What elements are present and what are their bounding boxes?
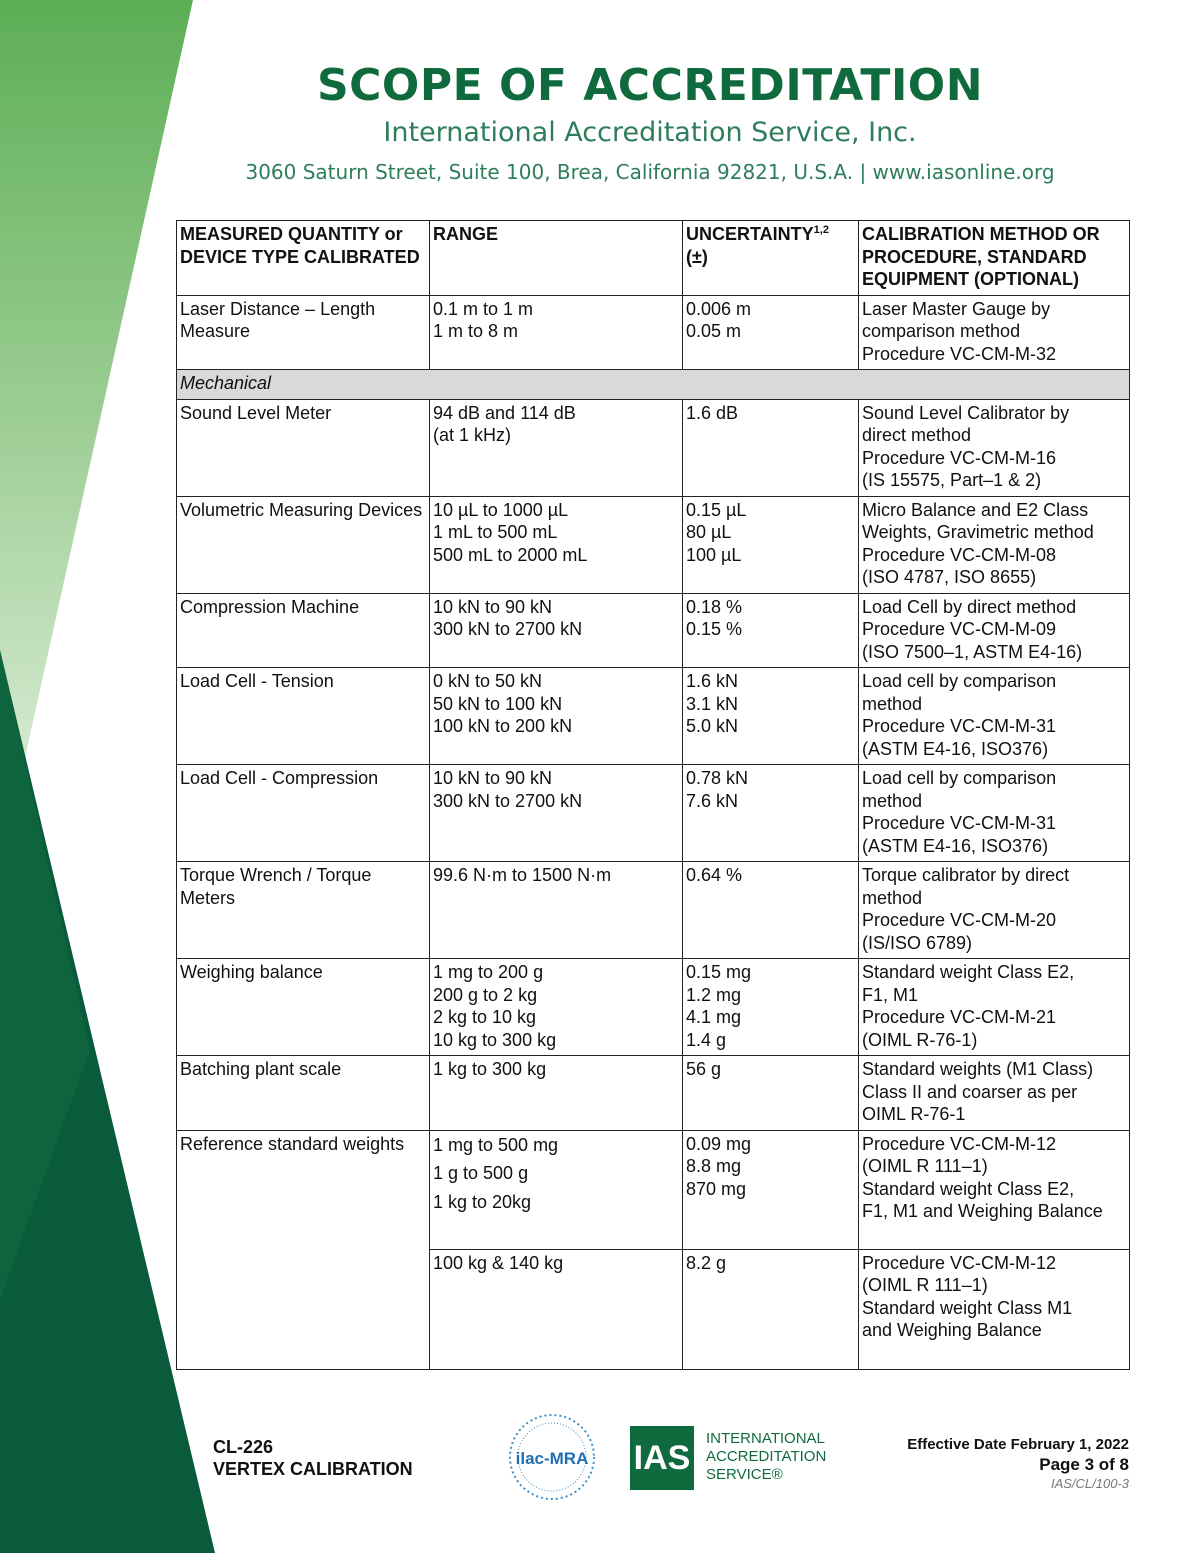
header-uncertainty-sign: (±) <box>686 246 708 267</box>
table-row <box>177 496 1130 593</box>
cell-line: Procedure VC-CM-M-08 <box>862 544 1057 565</box>
cell-line: 1 mg to 200 g <box>433 962 544 982</box>
cell-uncertainty <box>683 496 859 593</box>
ias-logo <box>630 1426 827 1490</box>
cell-line: 0.006 m <box>686 298 752 319</box>
cell-line: F1, M1 <box>862 984 919 1005</box>
effective-date: Effective Date February 1, 2022 <box>907 1436 1129 1453</box>
cell-range <box>430 668 683 765</box>
cell-line: 7.6 kN <box>686 790 739 811</box>
cell-uncertainty <box>683 295 859 370</box>
cell-line: 500 mL to 2000 mL <box>433 544 588 565</box>
cell-line: 1 g to 500 g <box>433 1163 529 1183</box>
cell-range <box>430 959 683 1056</box>
header-quantity: MEASURED QUANTITY or DEVICE TYPE CALIBRATED <box>177 221 430 296</box>
cell-line: 0.15 % <box>686 619 743 639</box>
cell-method <box>859 295 1130 370</box>
scope-table <box>176 220 1130 1370</box>
table-row <box>177 399 1130 496</box>
section-row <box>177 370 1130 400</box>
cell-line: Procedure VC-CM-M-21 <box>862 1007 1057 1027</box>
footer-meta <box>907 1436 1129 1491</box>
cell-line: 0 kN to 50 kN <box>433 671 543 691</box>
cell-line: Standard weight Class M1 <box>862 1297 1073 1318</box>
cell-line: 0.1 m to 1 m <box>433 298 534 319</box>
cell-line: Load cell by comparison <box>862 671 1057 691</box>
cell-line: 300 kN to 2700 kN <box>433 619 583 639</box>
cell-quantity: Load Cell - Tension <box>177 668 430 765</box>
cell-quantity: Weighing balance <box>177 959 430 1056</box>
cell-line: Procedure VC-CM-M-31 <box>862 813 1057 833</box>
cell-quantity: Load Cell - Compression <box>177 765 430 862</box>
cell-line: 1 mL to 500 mL <box>433 522 558 542</box>
cell-line: 1 kg to 20kg <box>433 1191 532 1212</box>
cell-line: Load cell by comparison <box>862 768 1057 788</box>
cell-line: 1.6 dB <box>686 402 739 423</box>
cell-line: 99.6 N·m to 1500 N·m <box>433 865 612 885</box>
cell-range <box>430 593 683 668</box>
table-row <box>177 1056 1130 1131</box>
cell-range <box>430 1056 683 1131</box>
cell-range <box>430 765 683 862</box>
page-number: Page 3 of 8 <box>1039 1455 1129 1474</box>
cell-range <box>430 1130 683 1249</box>
cell-line: Standard weight Class E2, <box>862 962 1075 982</box>
ias-logo-line1: INTERNATIONAL <box>706 1430 825 1447</box>
cell-quantity: Sound Level Meter <box>177 399 430 496</box>
cell-method <box>859 1056 1130 1131</box>
cell-line: (ASTM E4-16, ISO376) <box>862 738 1049 759</box>
cell-line: (IS/ISO 6789) <box>862 932 973 953</box>
cell-line: 10 kN to 90 kN <box>433 596 553 617</box>
cell-line: Sound Level Calibrator by <box>862 402 1070 423</box>
cell-line: method <box>862 887 923 908</box>
cell-line: 4.1 mg <box>686 1007 742 1027</box>
cell-line: Laser Master Gauge by <box>862 298 1051 319</box>
cell-uncertainty <box>683 593 859 668</box>
table-row <box>177 765 1130 862</box>
cell-range <box>430 1249 683 1369</box>
ias-logo-line3: SERVICE® <box>706 1466 783 1483</box>
cell-quantity: Volumetric Measuring Devices <box>177 496 430 593</box>
organization-address: 3060 Saturn Street, Suite 100, Brea, California 92821, U.S.A. | www.iasonline.org <box>245 160 1055 184</box>
cell-line: 8.8 mg <box>686 1156 742 1176</box>
cell-range <box>430 496 683 593</box>
organization-name: International Accreditation Service, Inc. <box>383 117 917 148</box>
ias-logo-line2: ACCREDITATION <box>706 1448 827 1465</box>
page-title: SCOPE OF ACCREDITATION <box>316 60 984 111</box>
table-row <box>177 959 1130 1056</box>
cell-line: Standard weights (M1 Class) <box>862 1059 1094 1079</box>
cell-method <box>859 765 1130 862</box>
cell-line: direct method <box>862 425 972 445</box>
cell-line: (OIML R-76-1) <box>862 1029 978 1050</box>
cell-uncertainty <box>683 399 859 496</box>
cell-uncertainty <box>683 959 859 1056</box>
cell-line: 0.05 m <box>686 321 742 341</box>
certificate-id: CL-226 <box>213 1437 274 1457</box>
section-label: Mechanical <box>177 370 1130 400</box>
cell-line: 0.15 µL <box>686 499 747 520</box>
footer-certificate <box>213 1436 413 1480</box>
cell-method <box>859 862 1130 959</box>
cell-line: 2 kg to 10 kg <box>433 1007 537 1027</box>
header-range: RANGE <box>430 221 683 296</box>
cell-quantity: Compression Machine <box>177 593 430 668</box>
cell-uncertainty <box>683 1130 859 1249</box>
cell-quantity: Torque Wrench / Torque Meters <box>177 862 430 959</box>
cell-line: 1.2 mg <box>686 984 742 1005</box>
cell-line: Load Cell by direct method <box>862 596 1077 617</box>
cell-line: Procedure VC-CM-M-16 <box>862 447 1057 468</box>
lab-name: VERTEX CALIBRATION <box>213 1459 413 1479</box>
cell-range <box>430 295 683 370</box>
cell-line: 50 kN to 100 kN <box>433 693 563 714</box>
cell-uncertainty <box>683 668 859 765</box>
cell-line: (IS 15575, Part–1 & 2) <box>862 470 1042 490</box>
header-uncertainty-label: UNCERTAINTY <box>686 224 814 244</box>
cell-line: OIML R-76-1 <box>862 1104 966 1124</box>
cell-method <box>859 959 1130 1056</box>
cell-line: 0.64 % <box>686 865 743 885</box>
cell-line: (ISO 7500–1, ASTM E4-16) <box>862 641 1083 662</box>
cell-line: 870 mg <box>686 1178 747 1199</box>
cell-line: 0.18 % <box>686 596 743 617</box>
header-uncertainty-footnote: 1,2 <box>813 224 829 236</box>
cell-uncertainty <box>683 765 859 862</box>
cell-uncertainty <box>683 862 859 959</box>
cell-line: (OIML R 111–1) <box>862 1275 988 1295</box>
cell-line: F1, M1 and Weighing Balance <box>862 1201 1103 1221</box>
cell-line: 10 µL to 1000 µL <box>433 499 569 520</box>
table-row <box>177 862 1130 959</box>
cell-range <box>430 862 683 959</box>
cell-line: 1.6 kN <box>686 671 739 691</box>
cell-uncertainty <box>683 1056 859 1131</box>
cell-line: 1 m to 8 m <box>433 321 519 341</box>
cell-line: 100 µL <box>686 544 742 565</box>
ias-logo-text <box>706 1430 826 1484</box>
cell-line: 100 kg & 140 kg <box>433 1252 564 1273</box>
cell-line: (at 1 kHz) <box>433 425 512 445</box>
ilac-mra-logo <box>507 1412 597 1502</box>
table-row <box>177 593 1130 668</box>
cell-line: 94 dB and 114 dB <box>433 402 576 423</box>
cell-line: and Weighing Balance <box>862 1320 1042 1340</box>
header-uncertainty <box>683 221 859 296</box>
cell-line: Weights, Gravimetric method <box>862 522 1094 542</box>
cell-line: 0.09 mg <box>686 1133 752 1154</box>
cell-line: 0.15 mg <box>686 962 752 982</box>
cell-line: Procedure VC-CM-M-09 <box>862 619 1057 639</box>
cell-line: Procedure VC-CM-M-20 <box>862 910 1057 930</box>
cell-line: Class II and coarser as per <box>862 1081 1078 1102</box>
cell-line: (OIML R 111–1) <box>862 1156 988 1176</box>
cell-line: (ISO 4787, ISO 8655) <box>862 567 1037 587</box>
cell-line: Micro Balance and E2 Class <box>862 499 1089 520</box>
cell-line: 1 kg to 300 kg <box>433 1059 547 1079</box>
cell-line: 100 kN to 200 kN <box>433 716 573 736</box>
ias-logo-mark: IAS <box>630 1426 694 1490</box>
table-header-row <box>177 221 1130 296</box>
cell-quantity: Reference standard weights <box>177 1130 430 1369</box>
cell-line: 10 kg to 300 kg <box>433 1029 557 1050</box>
table-row <box>177 668 1130 765</box>
cell-line: 3.1 kN <box>686 693 739 714</box>
cell-range <box>430 399 683 496</box>
cell-line: 200 g to 2 kg <box>433 984 538 1005</box>
cell-line: method <box>862 790 923 811</box>
cell-method <box>859 399 1130 496</box>
cell-line: Torque calibrator by direct <box>862 865 1070 885</box>
cell-line: Procedure VC-CM-M-12 <box>862 1133 1057 1154</box>
cell-quantity: Batching plant scale <box>177 1056 430 1131</box>
cell-line: 1.4 g <box>686 1029 727 1050</box>
table-row <box>177 1130 1130 1249</box>
cell-method <box>859 496 1130 593</box>
cell-line: Procedure VC-CM-M-12 <box>862 1252 1057 1273</box>
page-header <box>150 60 1150 184</box>
cell-line: comparison method <box>862 321 1021 341</box>
cell-line: Procedure VC-CM-M-32 <box>862 343 1057 364</box>
cell-line: 5.0 kN <box>686 716 739 736</box>
cell-line: 10 kN to 90 kN <box>433 768 553 788</box>
cell-line: 80 µL <box>686 522 732 542</box>
document-code: IAS/CL/100-3 <box>1050 1476 1129 1491</box>
cell-line: 0.78 kN <box>686 768 749 788</box>
cell-line: method <box>862 693 923 714</box>
cell-line: Standard weight Class E2, <box>862 1178 1075 1199</box>
cell-line: 56 g <box>686 1059 722 1079</box>
cell-method <box>859 1249 1130 1369</box>
header-method: CALIBRATION METHOD OR PROCEDURE, STANDARD EQUIPMENT (OPTIONAL) <box>859 221 1130 296</box>
cell-line: 300 kN to 2700 kN <box>433 790 583 811</box>
cell-line: Procedure VC-CM-M-31 <box>862 716 1057 736</box>
cell-method <box>859 593 1130 668</box>
cell-line: 8.2 g <box>686 1252 727 1273</box>
cell-line: (ASTM E4-16, ISO376) <box>862 835 1049 856</box>
cell-uncertainty <box>683 1249 859 1369</box>
ilac-logo-text: ilac-MRA <box>515 1449 589 1468</box>
cell-line: 1 mg to 500 mg <box>433 1134 559 1155</box>
table-row <box>177 295 1130 370</box>
cell-method <box>859 668 1130 765</box>
cell-method <box>859 1130 1130 1249</box>
cell-quantity: Laser Distance – Length Measure <box>177 295 430 370</box>
